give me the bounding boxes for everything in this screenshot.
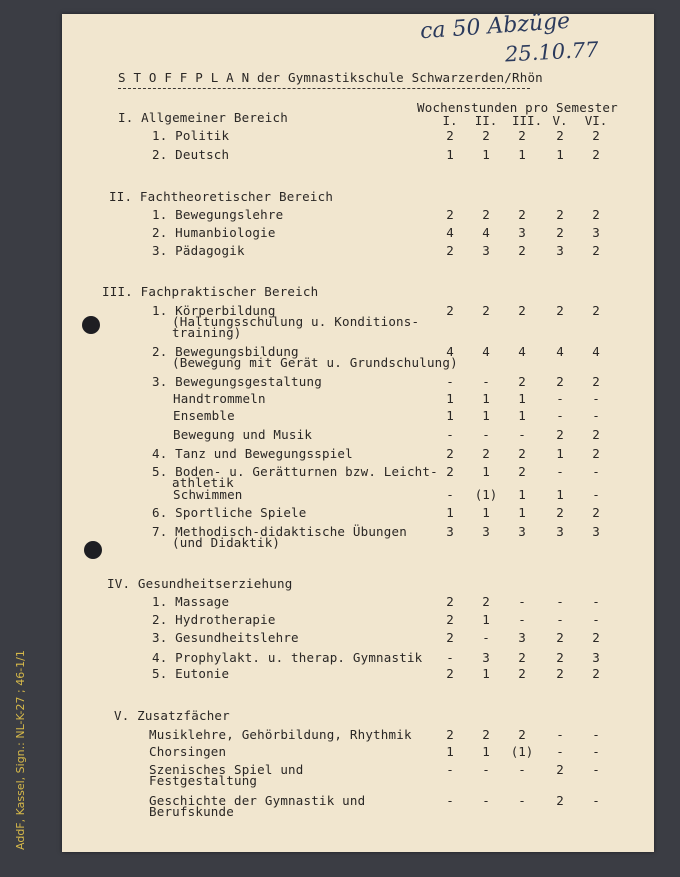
hours-value: 2 bbox=[446, 464, 454, 479]
hours-value: 1 bbox=[518, 147, 526, 162]
hours-value: 1 bbox=[518, 408, 526, 423]
hours-value: - bbox=[446, 793, 454, 808]
hours-value: 2 bbox=[592, 666, 600, 681]
subject-label: Szenisches Spiel und bbox=[149, 762, 304, 777]
hours-value: 2 bbox=[556, 762, 564, 777]
hours-value: 3 bbox=[482, 243, 490, 258]
hours-value: 2 bbox=[518, 303, 526, 318]
hours-value: 1 bbox=[518, 505, 526, 520]
subject-label-continuation: (Bewegung mit Gerät u. Grundschulung) bbox=[172, 355, 458, 370]
archive-signature-label: AddF, Kassel, Sign.: NL-K-27 ; 46-1/1 bbox=[14, 650, 27, 850]
hours-value: 2 bbox=[556, 225, 564, 240]
hours-value: 2 bbox=[556, 666, 564, 681]
hours-value: 4 bbox=[446, 225, 454, 240]
hours-value: - bbox=[556, 612, 564, 627]
subject-label: 1. Bewegungslehre bbox=[152, 207, 284, 222]
hours-value: - bbox=[518, 793, 526, 808]
subject-label-continuation: Berufskunde bbox=[149, 804, 234, 819]
hours-value: 2 bbox=[592, 630, 600, 645]
hours-value: - bbox=[446, 762, 454, 777]
hours-value: - bbox=[592, 391, 600, 406]
subject-label: 2. Hydrotherapie bbox=[152, 612, 276, 627]
subject-label: 3. Bewegungsgestaltung bbox=[152, 374, 322, 389]
hours-value: 2 bbox=[518, 727, 526, 742]
hours-value: 2 bbox=[518, 374, 526, 389]
archive-sidebar bbox=[0, 0, 28, 877]
hours-value: 2 bbox=[556, 427, 564, 442]
subject-label: 3. Pädagogik bbox=[152, 243, 245, 258]
hours-value: 3 bbox=[518, 630, 526, 645]
hours-value: 2 bbox=[556, 303, 564, 318]
hours-value: - bbox=[482, 793, 490, 808]
semester-column-header: V. bbox=[552, 113, 568, 128]
hours-value: - bbox=[446, 487, 454, 502]
hours-value: - bbox=[592, 612, 600, 627]
hours-value: 4 bbox=[482, 344, 490, 359]
hours-value: 3 bbox=[482, 650, 490, 665]
section-heading: I. Allgemeiner Bereich bbox=[118, 110, 288, 125]
subject-label: 1. Massage bbox=[152, 594, 230, 609]
hours-value: 2 bbox=[482, 303, 490, 318]
subject-label-continuation: (Haltungsschulung u. Konditions- bbox=[172, 314, 420, 329]
handwritten-note-date: 25.10.77 bbox=[504, 37, 600, 67]
hours-value: 1 bbox=[556, 147, 564, 162]
subject-label: Geschichte der Gymnastik und bbox=[149, 793, 366, 808]
handwritten-note-copies: ca 50 Abzüge bbox=[419, 8, 571, 45]
hours-value: 2 bbox=[556, 793, 564, 808]
hours-value: 1 bbox=[482, 408, 490, 423]
hours-value: 1 bbox=[446, 744, 454, 759]
hours-value: 3 bbox=[518, 524, 526, 539]
hours-value: - bbox=[518, 427, 526, 442]
hours-value: - bbox=[482, 427, 490, 442]
hours-value: 2 bbox=[592, 374, 600, 389]
hours-value: 2 bbox=[592, 147, 600, 162]
hours-value: 3 bbox=[518, 225, 526, 240]
hours-value: 1 bbox=[482, 391, 490, 406]
hours-value: 2 bbox=[518, 207, 526, 222]
hours-value: 1 bbox=[482, 744, 490, 759]
semester-column-header: II. bbox=[474, 113, 498, 128]
subject-label: Ensemble bbox=[173, 408, 235, 423]
subject-label-continuation: training) bbox=[172, 325, 242, 340]
hours-value: 2 bbox=[482, 446, 490, 461]
hours-value: - bbox=[556, 464, 564, 479]
hours-value: 3 bbox=[556, 524, 564, 539]
hours-value: - bbox=[556, 744, 564, 759]
subject-label: 3. Gesundheitslehre bbox=[152, 630, 299, 645]
hours-value: 2 bbox=[556, 630, 564, 645]
hours-value: 2 bbox=[556, 207, 564, 222]
hours-value: 2 bbox=[556, 374, 564, 389]
hours-value: 1 bbox=[482, 505, 490, 520]
section-heading: IV. Gesundheitserziehung bbox=[107, 576, 293, 591]
hours-value: - bbox=[592, 793, 600, 808]
subject-label: Chorsingen bbox=[149, 744, 227, 759]
subject-label: Musiklehre, Gehörbildung, Rhythmik bbox=[149, 727, 412, 742]
hours-value: - bbox=[518, 612, 526, 627]
hours-value: 1 bbox=[556, 446, 564, 461]
hours-value: 2 bbox=[592, 427, 600, 442]
subject-label: 7. Methodisch-didaktische Übungen bbox=[152, 524, 407, 539]
hours-value: 4 bbox=[518, 344, 526, 359]
hours-value: 1 bbox=[446, 147, 454, 162]
subject-label: Bewegung und Musik bbox=[173, 427, 313, 442]
hours-value: 2 bbox=[446, 594, 454, 609]
hours-value: 2 bbox=[482, 594, 490, 609]
hours-value: 2 bbox=[556, 505, 564, 520]
subject-label: 5. Boden- u. Gerätturnen bzw. Leicht- bbox=[152, 464, 438, 479]
hours-value: 2 bbox=[592, 128, 600, 143]
punch-hole-top bbox=[82, 316, 100, 334]
hours-value: - bbox=[446, 427, 454, 442]
subject-label: 4. Prophylakt. u. therap. Gymnastik bbox=[152, 650, 423, 665]
subject-label: Schwimmen bbox=[173, 487, 243, 502]
hours-value: 2 bbox=[518, 128, 526, 143]
hours-value: 2 bbox=[518, 464, 526, 479]
subject-label: 4. Tanz und Bewegungsspiel bbox=[152, 446, 353, 461]
hours-value: 2 bbox=[482, 727, 490, 742]
hours-value: - bbox=[556, 727, 564, 742]
hours-value: 2 bbox=[592, 446, 600, 461]
hours-value: 1 bbox=[482, 666, 490, 681]
hours-value: 1 bbox=[446, 505, 454, 520]
hours-value: - bbox=[518, 594, 526, 609]
subject-label-continuation: athletik bbox=[172, 475, 234, 490]
hours-value: - bbox=[592, 762, 600, 777]
hours-value: 2 bbox=[446, 446, 454, 461]
hours-value: - bbox=[556, 408, 564, 423]
subject-label: 6. Sportliche Spiele bbox=[152, 505, 307, 520]
hours-value: 2 bbox=[446, 612, 454, 627]
hours-value: 2 bbox=[592, 303, 600, 318]
hours-value: 2 bbox=[592, 505, 600, 520]
hours-value: 2 bbox=[446, 630, 454, 645]
hours-value: 1 bbox=[482, 464, 490, 479]
hours-value: 2 bbox=[482, 128, 490, 143]
hours-value: 1 bbox=[482, 612, 490, 627]
hours-value: 4 bbox=[482, 225, 490, 240]
subject-label: Handtrommeln bbox=[173, 391, 266, 406]
hours-value: - bbox=[556, 391, 564, 406]
semester-column-header: III. bbox=[512, 113, 543, 128]
hours-value: 2 bbox=[446, 243, 454, 258]
hours-value: 2 bbox=[446, 128, 454, 143]
subject-label: 2. Deutsch bbox=[152, 147, 230, 162]
hours-value: 2 bbox=[518, 650, 526, 665]
semester-column-header: VI. bbox=[584, 113, 608, 128]
hours-value: 1 bbox=[482, 147, 490, 162]
subject-label: 2. Humanbiologie bbox=[152, 225, 276, 240]
subject-label: 1. Körperbildung bbox=[152, 303, 276, 318]
hours-value: - bbox=[482, 374, 490, 389]
hours-value: 2 bbox=[556, 650, 564, 665]
hours-value: - bbox=[518, 762, 526, 777]
hours-value: 2 bbox=[518, 446, 526, 461]
punch-hole-bottom bbox=[84, 541, 102, 559]
section-heading: II. Fachtheoretischer Bereich bbox=[109, 189, 334, 204]
subject-label-continuation: Festgestaltung bbox=[149, 773, 258, 788]
title-underline bbox=[118, 88, 530, 89]
hours-value: 3 bbox=[556, 243, 564, 258]
hours-value: - bbox=[592, 727, 600, 742]
hours-value: - bbox=[556, 594, 564, 609]
subject-label: 2. Bewegungsbildung bbox=[152, 344, 299, 359]
hours-value: 1 bbox=[518, 487, 526, 502]
hours-value: 2 bbox=[446, 207, 454, 222]
hours-value: - bbox=[592, 408, 600, 423]
hours-value: 2 bbox=[518, 666, 526, 681]
hours-value: 3 bbox=[592, 225, 600, 240]
hours-value: - bbox=[592, 487, 600, 502]
hours-value: 2 bbox=[446, 727, 454, 742]
hours-value: 1 bbox=[446, 391, 454, 406]
semester-column-header: I. bbox=[442, 113, 458, 128]
hours-value: 2 bbox=[518, 243, 526, 258]
hours-value: 1 bbox=[556, 487, 564, 502]
hours-value: 3 bbox=[446, 524, 454, 539]
subject-label-continuation: (und Didaktik) bbox=[172, 535, 281, 550]
hours-value: - bbox=[446, 374, 454, 389]
page-title: S T O F F P L A N der Gymnastikschule Schwarzerden/Rhön bbox=[118, 70, 543, 85]
hours-value: 2 bbox=[446, 666, 454, 681]
hours-value: 2 bbox=[482, 207, 490, 222]
hours-value: - bbox=[446, 650, 454, 665]
semester-header: Wochenstunden pro Semester bbox=[417, 100, 618, 115]
hours-value: 3 bbox=[482, 524, 490, 539]
hours-value: 1 bbox=[518, 391, 526, 406]
hours-value: 2 bbox=[592, 243, 600, 258]
hours-value: 2 bbox=[556, 128, 564, 143]
subject-label: 1. Politik bbox=[152, 128, 230, 143]
hours-value: 4 bbox=[592, 344, 600, 359]
hours-value: (1) bbox=[474, 487, 498, 502]
hours-value: 3 bbox=[592, 650, 600, 665]
hours-value: 2 bbox=[592, 207, 600, 222]
section-heading: V. Zusatzfächer bbox=[114, 708, 230, 723]
hours-value: (1) bbox=[510, 744, 534, 759]
hours-value: - bbox=[482, 630, 490, 645]
hours-value: 1 bbox=[446, 408, 454, 423]
hours-value: 4 bbox=[556, 344, 564, 359]
hours-value: 3 bbox=[592, 524, 600, 539]
subject-label: 5. Eutonie bbox=[152, 666, 230, 681]
hours-value: - bbox=[592, 464, 600, 479]
hours-value: 4 bbox=[446, 344, 454, 359]
hours-value: - bbox=[592, 744, 600, 759]
hours-value: 2 bbox=[446, 303, 454, 318]
hours-value: - bbox=[482, 762, 490, 777]
hours-value: - bbox=[592, 594, 600, 609]
section-heading: III. Fachpraktischer Bereich bbox=[102, 284, 319, 299]
